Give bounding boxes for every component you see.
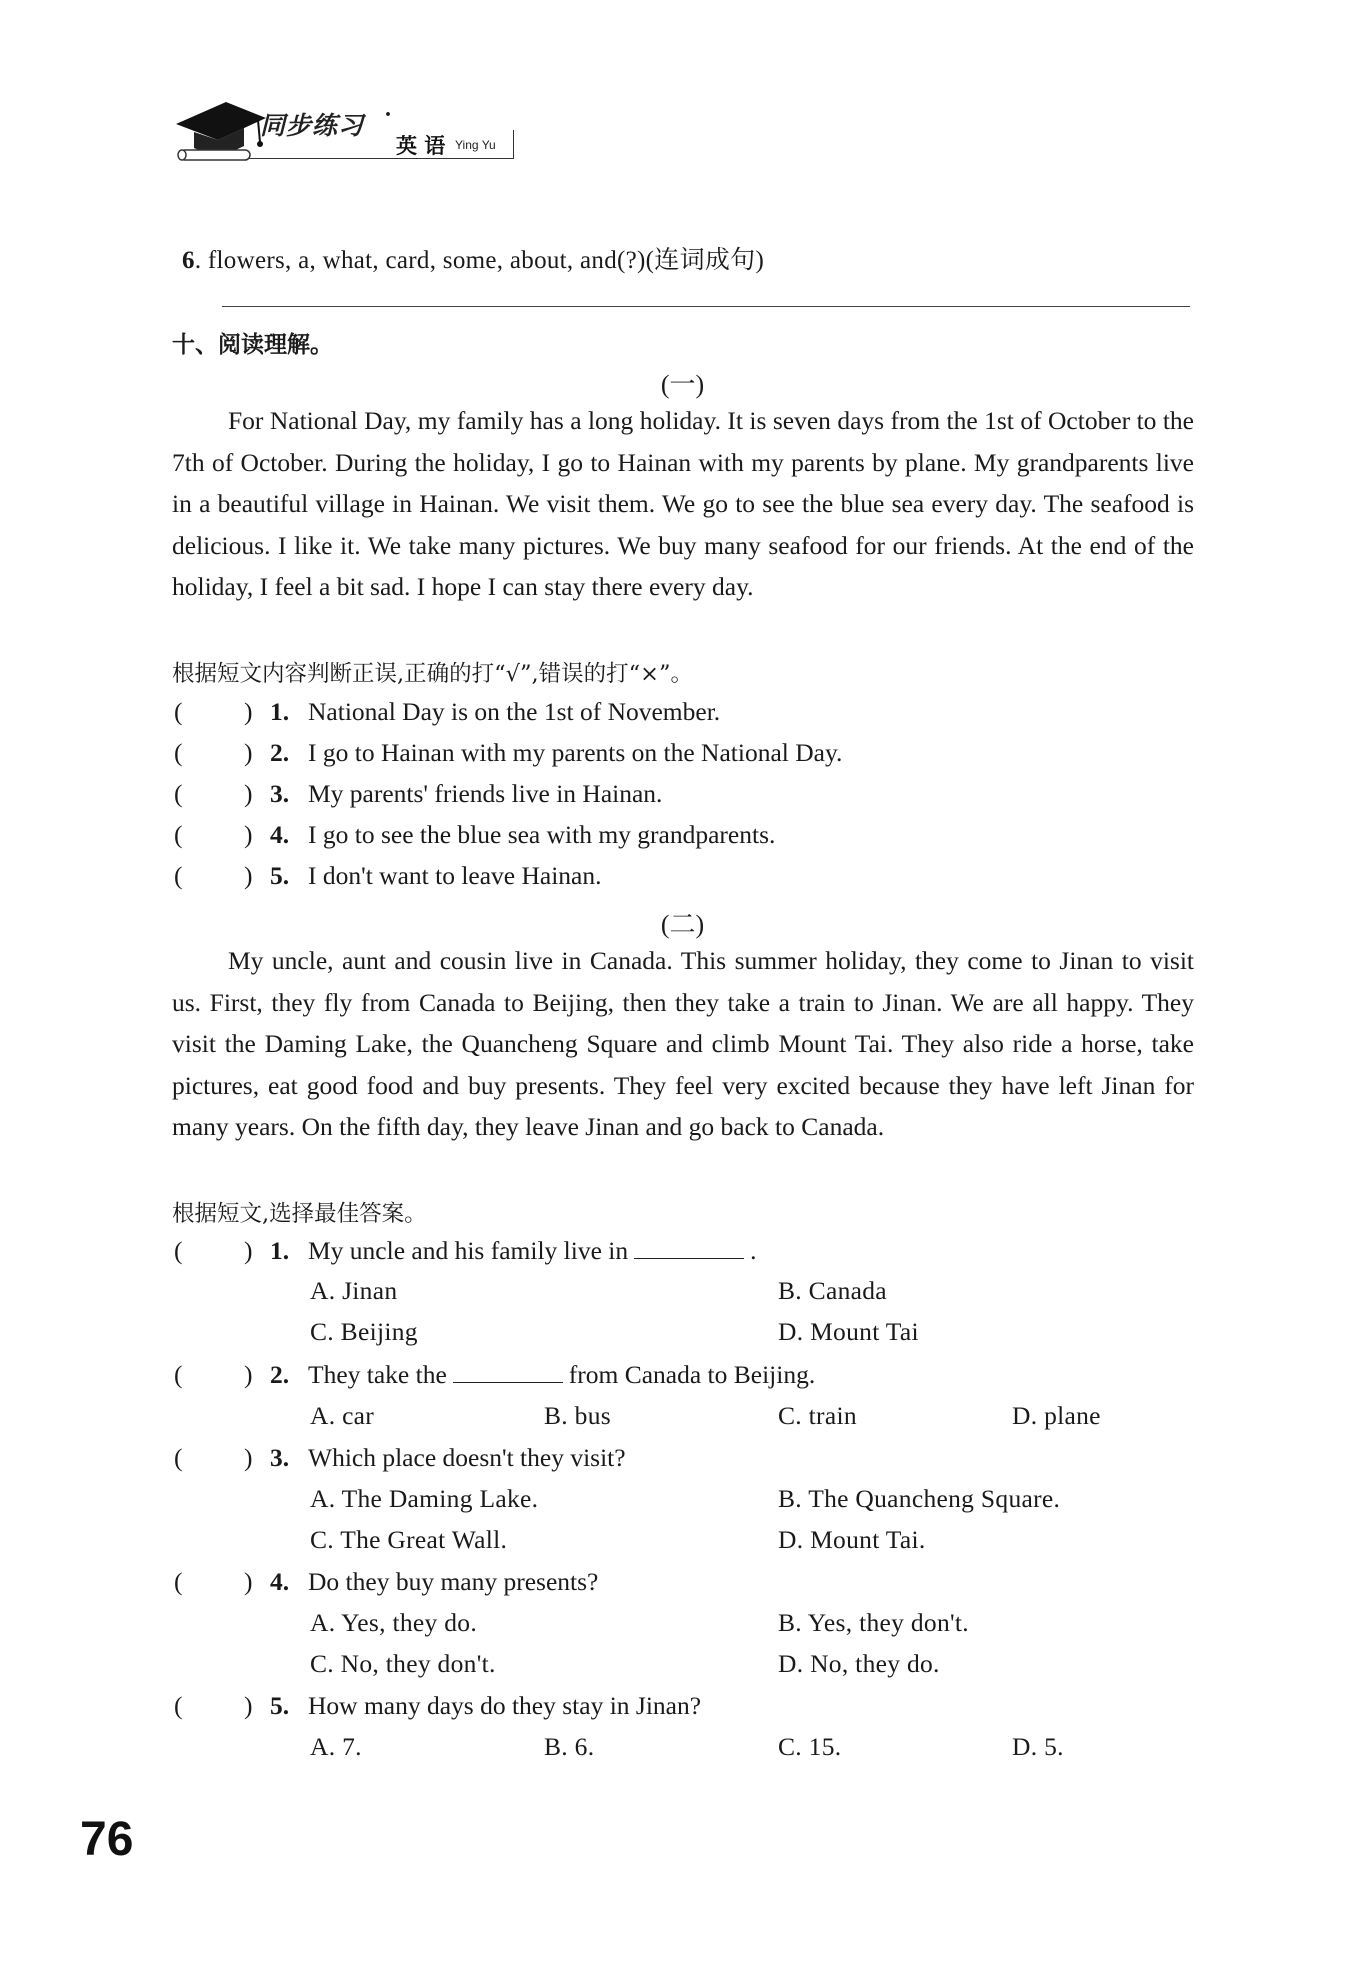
option-a[interactable]: A. car xyxy=(310,1401,375,1430)
answer-line[interactable] xyxy=(222,306,1190,307)
question-number: 1. xyxy=(270,697,290,726)
question-text-before: They take the xyxy=(308,1360,447,1389)
option-a[interactable]: A. Jinan xyxy=(310,1276,398,1305)
question-text-before: My uncle and his family live in xyxy=(308,1236,629,1265)
option-d[interactable]: D. No, they do. xyxy=(778,1649,940,1678)
question-number: 3. xyxy=(270,1443,290,1472)
part-1-instruction: 根据短文内容判断正误,正确的打“√”,错误的打“×”。 xyxy=(172,661,694,687)
option-b[interactable]: B. Canada xyxy=(778,1276,887,1305)
answer-paren-open[interactable]: ( xyxy=(174,861,183,890)
answer-paren-close: ) xyxy=(244,779,253,808)
question-number: 3. xyxy=(270,779,290,808)
answer-paren-close: ) xyxy=(244,738,253,767)
question-6-number: 6 xyxy=(182,247,195,274)
book-header xyxy=(168,96,518,176)
question-6-text: . flowers, a, what, card, some, about, and(?)(连词成句) xyxy=(194,247,765,274)
option-c[interactable]: C. 15. xyxy=(778,1732,842,1761)
question-text-after: . xyxy=(750,1236,757,1265)
graduation-cap-icon xyxy=(168,96,268,176)
header-bracket xyxy=(513,130,514,159)
option-c[interactable]: C. Beijing xyxy=(310,1317,418,1346)
answer-paren-close: ) xyxy=(244,1567,253,1596)
answer-paren-close: ) xyxy=(244,1360,253,1389)
fill-in-blank[interactable] xyxy=(634,1237,744,1259)
header-separator: · xyxy=(384,102,393,128)
subject-pinyin: Ying Yu xyxy=(455,138,496,152)
question-6 xyxy=(182,240,764,276)
answer-paren-open[interactable]: ( xyxy=(174,779,183,808)
option-a[interactable]: A. The Daming Lake. xyxy=(310,1484,539,1513)
option-b[interactable]: B. Yes, they don't. xyxy=(778,1608,969,1637)
header-underline xyxy=(248,158,514,159)
question-number: 1. xyxy=(270,1236,290,1265)
answer-paren-open[interactable]: ( xyxy=(174,1691,183,1720)
question-number: 5. xyxy=(270,861,290,890)
option-b[interactable]: B. bus xyxy=(544,1401,611,1430)
part-2-passage-text: My uncle, aunt and cousin live in Canada. This summer holiday, they come to Jinan to visit us. First, they fly from Canada to Beijing, then they take a train to Jinan. We are all happy. They visit the Daming Lake, the Quancheng Square and climb Mount Tai. They also ride a horse, take pictures, eat good food and buy presents. They feel very excited because they have left Jinan for many years. On the fifth day, they leave Jinan and go back to Canada. xyxy=(172,946,1194,1141)
option-d[interactable]: D. Mount Tai. xyxy=(778,1525,926,1554)
part-1-title: (一) xyxy=(660,370,705,399)
option-b[interactable]: B. 6. xyxy=(544,1732,595,1761)
question-text: Which place doesn't they visit? xyxy=(308,1443,626,1472)
part-1-passage-text: For National Day, my family has a long holiday. It is seven days from the 1st of October to the 7th of October. During the holiday, I go to Hainan with my parents by plane. My grandparents live in a beautiful village in Hainan. We visit them. We go to see the blue sea every day. The seafood is delicious. I like it. We take many pictures. We buy many seafood for our friends. At the end of the holiday, I feel a bit sad. I hope I can stay there every day. xyxy=(172,406,1194,601)
part-2-title: (二) xyxy=(660,910,705,939)
option-c[interactable]: C. The Great Wall. xyxy=(310,1525,508,1554)
question-text: I don't want to leave Hainan. xyxy=(308,861,602,890)
section-title: 十、阅读理解。 xyxy=(172,332,333,358)
option-a[interactable]: A. Yes, they do. xyxy=(310,1608,478,1637)
answer-paren-close: ) xyxy=(244,861,253,890)
answer-paren-close: ) xyxy=(244,820,253,849)
question-number: 2. xyxy=(270,1360,290,1389)
option-d[interactable]: D. plane xyxy=(1012,1401,1101,1430)
question-number: 2. xyxy=(270,738,290,767)
answer-paren-open[interactable]: ( xyxy=(174,1443,183,1472)
option-b[interactable]: B. The Quancheng Square. xyxy=(778,1484,1061,1513)
question-text: My parents' friends live in Hainan. xyxy=(308,779,663,808)
question-text xyxy=(308,1360,815,1390)
question-text: I go to see the blue sea with my grandparents. xyxy=(308,820,776,849)
question-number: 5. xyxy=(270,1691,290,1720)
subject-label: 英 语 xyxy=(396,134,446,158)
question-text: How many days do they stay in Jinan? xyxy=(308,1691,702,1720)
question-text: National Day is on the 1st of November. xyxy=(308,697,721,726)
fill-in-blank[interactable] xyxy=(453,1361,563,1383)
option-c[interactable]: C. No, they don't. xyxy=(310,1649,496,1678)
question-number: 4. xyxy=(270,1567,290,1596)
book-series-title: 同步练习 xyxy=(260,111,365,140)
question-text: Do they buy many presents? xyxy=(308,1567,599,1596)
answer-paren-open[interactable]: ( xyxy=(174,697,183,726)
answer-paren-close: ) xyxy=(244,1691,253,1720)
option-d[interactable]: D. Mount Tai xyxy=(778,1317,919,1346)
question-number: 4. xyxy=(270,820,290,849)
question-text-after: from Canada to Beijing. xyxy=(568,1360,816,1389)
part-2-instruction: 根据短文,选择最佳答案。 xyxy=(172,1201,427,1227)
part-2-passage xyxy=(172,940,1194,1148)
part-1-passage xyxy=(172,400,1194,608)
page-number: 76 xyxy=(80,1813,134,1866)
answer-paren-open[interactable]: ( xyxy=(174,1360,183,1389)
answer-paren-close: ) xyxy=(244,1443,253,1472)
answer-paren-open[interactable]: ( xyxy=(174,1567,183,1596)
question-text: I go to Hainan with my parents on the National Day. xyxy=(308,738,843,767)
answer-paren-open[interactable]: ( xyxy=(174,738,183,767)
answer-paren-open[interactable]: ( xyxy=(174,820,183,849)
option-c[interactable]: C. train xyxy=(778,1401,857,1430)
answer-paren-close: ) xyxy=(244,1236,253,1265)
question-text xyxy=(308,1236,756,1266)
answer-paren-close: ) xyxy=(244,697,253,726)
answer-paren-open[interactable]: ( xyxy=(174,1236,183,1265)
option-a[interactable]: A. 7. xyxy=(310,1732,362,1761)
option-d[interactable]: D. 5. xyxy=(1012,1732,1064,1761)
